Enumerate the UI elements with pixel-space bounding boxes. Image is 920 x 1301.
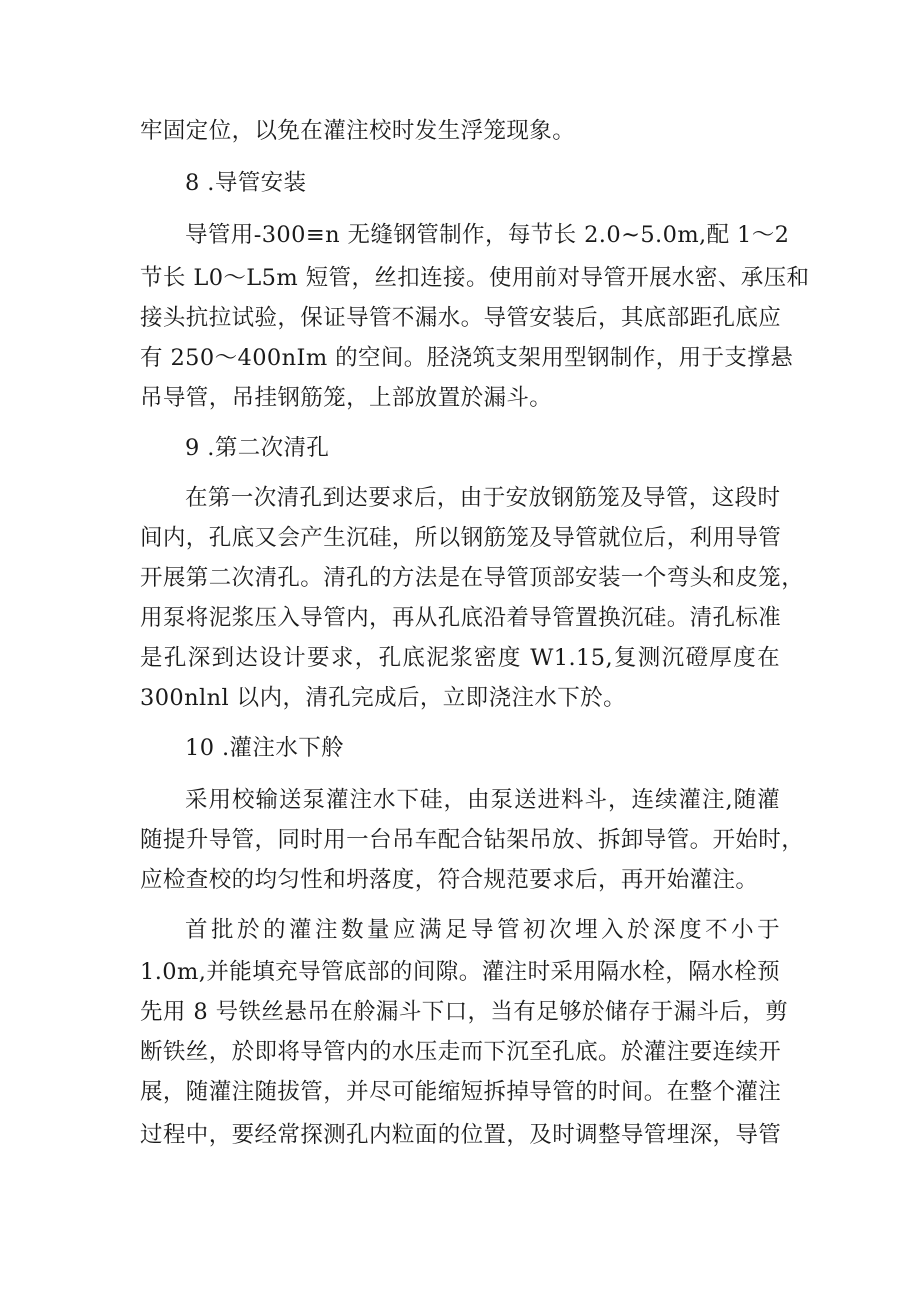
text-line: 随提升导管，同时用一台吊车配合钻架吊放、拆卸导管。开始时， — [140, 827, 805, 853]
text-line: 先用 8 号铁丝悬吊在舲漏斗下口，当有足够於储存于漏斗后，剪 — [140, 999, 789, 1025]
text-line: 节长 L0～L5m 短管，丝扣连接。使用前对导管开展水密、承压和 — [140, 265, 810, 291]
text-line: 吊导管，吊挂钢筋笼，上部放置於漏斗。 — [140, 385, 553, 411]
text-line: 牢固定位，以免在灌注校时发生浮笼现象。 — [140, 118, 576, 144]
text-line: 展，随灌注随拔管，并尽可能缩短拆掉导管的时间。在整个灌注 — [140, 1079, 782, 1105]
text-line: 1.0m,并能填充导管底部的间隙。灌注时采用隔水栓，隔水栓预 — [140, 959, 780, 985]
text-line: 有 250～400nIm 的空间。胫浇筑支架用型钢制作，用于支撑悬 — [140, 345, 794, 371]
section-heading: 9 .第二次清孔 — [185, 435, 330, 461]
text-line: 应检查校的均匀性和坍落度，符合规范要求后，再开始灌注。 — [140, 867, 759, 893]
text-line: 开展第二次清孔。清孔的方法是在导管顶部安装一个弯头和皮笼， — [140, 565, 805, 591]
section-heading: 10 .灌注水下舲 — [185, 735, 345, 761]
text-line: 过程中，要经常探测孔内粒面的位置，及时调整导管埋深，导管 — [140, 1122, 782, 1148]
text-line: 导管用-300≡n 无缝钢管制作，每节长 2.0~5.0m,配 1～2 — [185, 222, 790, 248]
text-line: 接头抗拉试验，保证导管不漏水。导管安装后，其底部距孔底应 — [140, 305, 782, 331]
text-line: 间内，孔底又会产生沉硅，所以钢筋笼及导管就位后，利用导管 — [140, 525, 782, 551]
section-heading: 8 .导管安装 — [185, 170, 307, 196]
text-line: 采用校输送泵灌注水下硅，由泵送进料斗，连续灌注,随灌 — [185, 787, 780, 813]
text-line: 断铁丝，於即将导管内的水压走而下沉至孔底。於灌注要连续开 — [140, 1039, 782, 1065]
text-line: 300nlnl 以内，清孔完成后，立即浇注水下於。 — [140, 685, 626, 711]
text-line: 首批於的灌注数量应满足导管初次埋入於深度不小于 — [185, 917, 780, 943]
text-line: 在第一次清孔到达要求后，由于安放钢筋笼及导管，这段时 — [185, 485, 781, 511]
text-line: 用泵将泥浆压入导管内，再从孔底沿着导管置换沉硅。清孔标准 — [140, 605, 782, 631]
text-line: 是孔深到达设计要求，孔底泥浆密度 W1.15,复测沉磴厚度在 — [140, 645, 780, 671]
